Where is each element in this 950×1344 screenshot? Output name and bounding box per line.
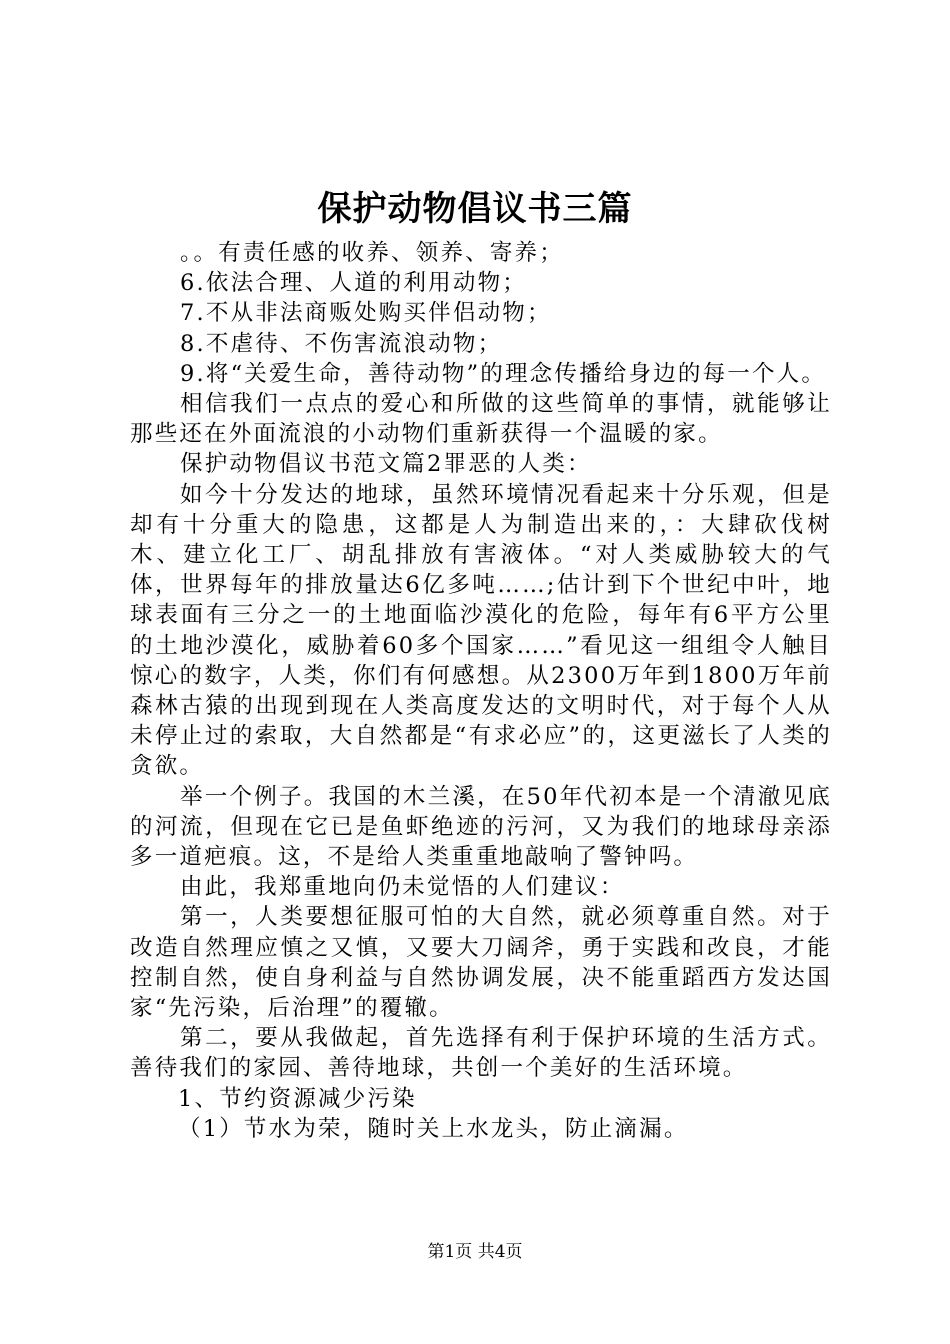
section-heading: 1、节约资源减少污染 bbox=[178, 1085, 417, 1112]
paragraph: 保护动物倡议书范文篇2罪恶的人类： bbox=[180, 451, 592, 478]
paragraph: 9.将“关爱生命，善待动物”的理念传播给身边的每一个人。 bbox=[180, 360, 827, 387]
paragraph: 由此，我郑重地向仍未觉悟的人们建议： bbox=[180, 874, 625, 901]
paragraph: 如今十分发达的地球，虽然环境情况看起来十分乐观，但是却有十分重大的隐患，这都是人为制造出来的，：大肆砍伐树木、建立化工厂、胡乱排放有害液体。“对人类威胁较大的气体，世界每年的排放量达6亿多吨……;估计到下个世纪中叶，地球表面有三分之一的土地面临沙漠化的危险，每年有6平方公里的土地沙漠化，威胁着60多个国家……”看见这一组组令人触目惊心的数字，人类，你们有何感想。从2300万年到1800万年前森林古猿的出现到现在人类高度发达的文明时代，对于每个人从未停止过的索取，大自然都是“有求必应”的，这更滋长了人类的贪欲。 bbox=[130, 481, 832, 780]
paragraph: 第二，要从我做起，首先选择有利于保护环境的生活方式。善待我们的家园、善待地球，共创一个美好的生活环境。 bbox=[130, 1025, 832, 1082]
page-footer: 第1页 共4页 bbox=[427, 1242, 523, 1262]
list-item: （1）节水为荣，随时关上水龙头，防止滴漏。 bbox=[178, 1115, 689, 1142]
paragraph: 相信我们一点点的爱心和所做的这些简单的事情，就能够让那些还在外面流浪的小动物们重新获得一个温暖的家。 bbox=[130, 391, 832, 448]
document-body bbox=[130, 238, 832, 1144]
paragraph: 6.依法合理、人道的利用动物； bbox=[180, 270, 527, 297]
paragraph: 举一个例子。我国的木兰溪，在50年代初本是一个清澈见底的河流，但现在它已是鱼虾绝迹的污河，又为我们的地球母亲添多一道疤痕。这，不是给人类重重地敲响了警钟吗。 bbox=[130, 783, 832, 871]
paragraph: 7.不从非法商贩处购买伴侣动物； bbox=[180, 300, 552, 327]
paragraph: 8.不虐待、不伤害流浪动物； bbox=[180, 330, 503, 357]
document-title: 保护动物倡议书三篇 bbox=[317, 189, 633, 229]
paragraph: 。。有责任感的收养、领养、寄养； bbox=[180, 240, 564, 266]
paragraph: 第一，人类要想征服可怕的大自然，就必须尊重自然。对于改造自然理应慎之又慎，又要大刀阔斧，勇于实践和改良，才能控制自然，使自身利益与自然协调发展，决不能重蹈西方发达国家“先污染，后治理”的覆辙。 bbox=[130, 904, 832, 1022]
